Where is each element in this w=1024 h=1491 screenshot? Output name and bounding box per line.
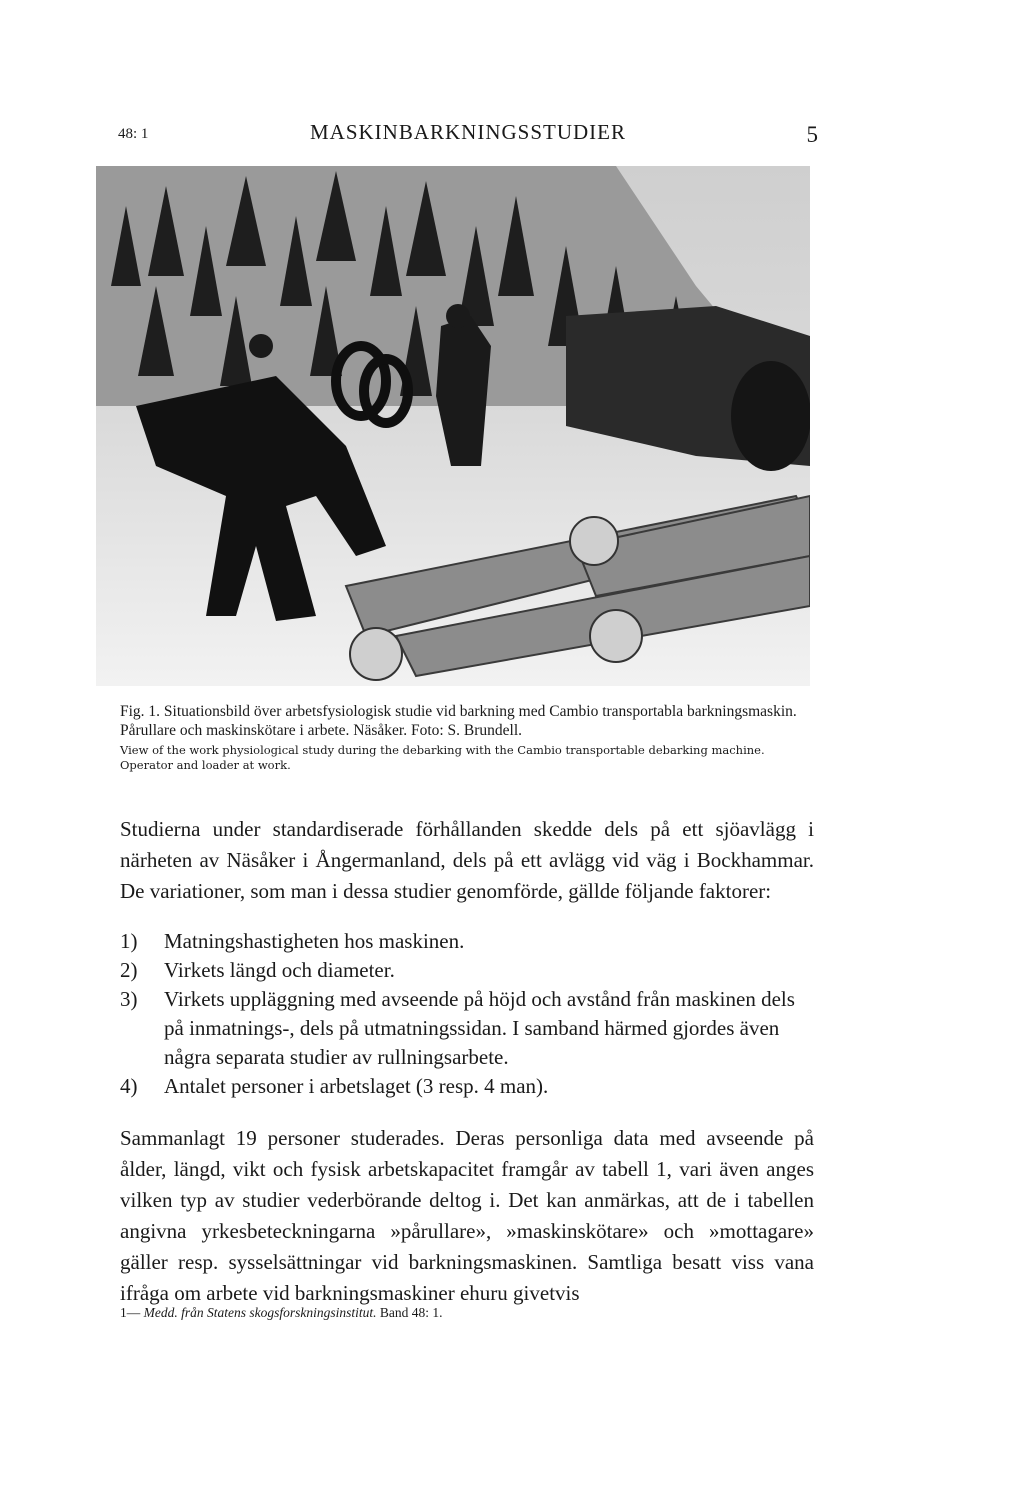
list-number: 2): [120, 958, 138, 982]
footnote-prefix: 1—: [120, 1305, 141, 1320]
footnote-journal: Medd. från Statens skogsforskningsinstitut.: [143, 1305, 377, 1320]
list-text: Antalet personer i arbetslaget (3 resp. 4 man).: [164, 1074, 549, 1098]
caption-swedish: Fig. 1. Situationsbild över arbetsfysiologisk studie vid barkning med Cambio transportabla barkningsmaskin. Pårullare och maskinskötare i arbete. Näsåker. Foto: S. Brundell.: [120, 703, 797, 739]
factor-list: [120, 927, 814, 1101]
running-header: [118, 120, 818, 150]
footnote: [120, 1305, 443, 1321]
page-number: 5: [806, 122, 818, 147]
footnote-volume: Band 48: 1.: [379, 1305, 443, 1320]
list-number: 1): [120, 929, 138, 953]
volume-number: 48: 1: [118, 126, 149, 142]
list-number: 3): [120, 987, 138, 1011]
running-title: MASKINBARKNINGSSTUDIER: [309, 120, 627, 144]
paragraph: Studierna under standardiserade förhållanden skedde dels på ett sjöavlägg i närheten av Näsåker i Ångermanland, dels på ett avlägg vid väg i Bockhammar. De variationer, som man i dessa studier genomförde, gällde följande faktorer:: [120, 817, 814, 903]
figure-caption: [120, 702, 820, 773]
list-number: 4): [120, 1074, 138, 1098]
body-text: [120, 814, 814, 1309]
figure-photograph: [96, 166, 810, 686]
list-text: Virkets längd och diameter.: [164, 958, 395, 982]
list-item: [120, 956, 814, 985]
list-item: [120, 985, 814, 1072]
list-text: Matningshastigheten hos maskinen.: [164, 929, 465, 953]
paragraph: Sammanlagt 19 personer studerades. Deras personliga data med avseende på ålder, längd, vikt och fysisk arbetskapacitet framgår av tabell 1, vari även anges vilken typ av studier vederbörande deltog i. Det kan anmärkas, att de i tabellen angivna yrkesbeteckningarna »pårullare», »maskinskötare» och »mottagare» gäller resp. sysselsättningar vid barkningsmaskinen. Samtliga besatt viss vana ifråga om arbete vid barkningsmaskiner ehuru givetvis: [120, 1126, 814, 1305]
list-item: [120, 1072, 814, 1101]
list-text: Virkets uppläggning med avseende på höjd och avstånd från maskinen dels på inmatnings-, dels på utmatningssidan. I samband härmed gjordes även några separata studier av rullningsarbete.: [164, 987, 795, 1069]
list-item: [120, 927, 814, 956]
caption-english: View of the work physiological study during the debarking with the Cambio transportable debarking machine. Operator and loader at work.: [120, 743, 765, 772]
